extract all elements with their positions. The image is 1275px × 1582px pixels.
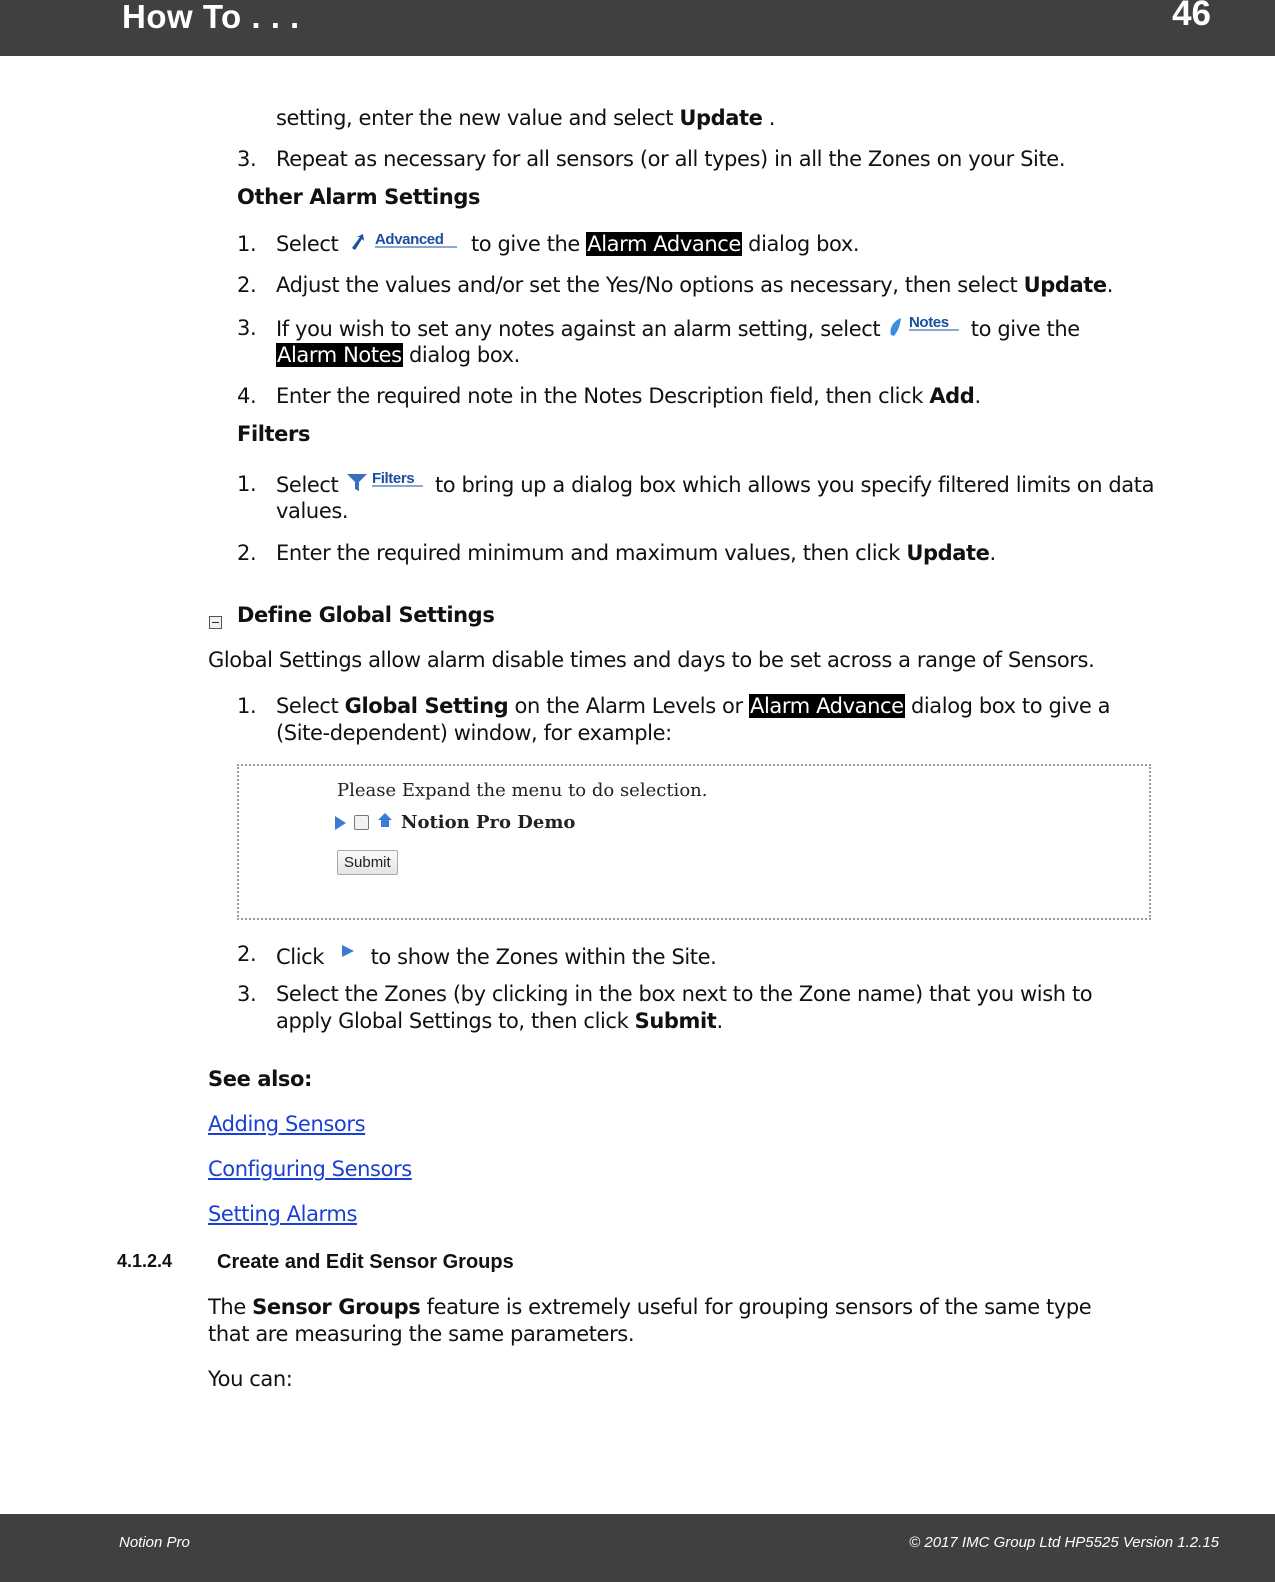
continued-step: setting, enter the new value and select Update . — [276, 106, 776, 130]
site-name: Notion Pro Demo — [401, 812, 576, 833]
other-alarm-step-1: Select Advanced to give the Alarm Advance dialog box. — [276, 231, 859, 259]
page-footer — [0, 1514, 1275, 1582]
global-step-2: Click to show the Zones within the Site. — [276, 941, 716, 975]
svg-text:Filters: Filters — [371, 471, 414, 487]
step-number: 1. — [237, 472, 257, 496]
footer-copyright: © 2017 IMC Group Ltd HP5525 Version 1.2.15 — [909, 1534, 1219, 1551]
step-number: 1. — [237, 232, 257, 256]
highlighted-term: Alarm Notes — [277, 343, 402, 367]
global-step-3: Select the Zones (by clicking in the box next to the Zone name) that you wish to — [276, 982, 1093, 1006]
step-number: 3. — [237, 147, 257, 171]
other-alarm-step-3-cont: Alarm Notes dialog box. — [277, 343, 520, 367]
filters-heading: Filters — [237, 422, 311, 446]
step-number: 2. — [237, 541, 257, 565]
svg-text:Notes: Notes — [908, 315, 949, 331]
you-can-text: You can: — [208, 1367, 293, 1391]
section-paragraph: The Sensor Groups feature is extremely useful for grouping sensors of the same type — [208, 1295, 1092, 1319]
step-number: 2. — [237, 942, 257, 966]
footer-product: Notion Pro — [119, 1534, 190, 1551]
section-paragraph-cont: that are measuring the same parameters. — [208, 1322, 635, 1346]
global-step-1-cont: (Site-dependent) window, for example: — [276, 721, 672, 745]
notes-icon[interactable] — [887, 315, 965, 345]
section-title: Create and Edit Sensor Groups — [217, 1251, 514, 1273]
section-number: 4.1.2.4 — [117, 1251, 173, 1271]
other-alarm-step-4: Enter the required note in the Notes Description field, then click Add. — [276, 384, 981, 408]
collapse-toggle-icon[interactable] — [209, 616, 222, 629]
link-configuring-sensors[interactable]: Configuring Sensors — [208, 1157, 412, 1181]
step-number: 3. — [237, 316, 257, 340]
filters-step-1-cont: values. — [276, 499, 349, 523]
example-window-screenshot — [237, 764, 1151, 920]
highlighted-term: Alarm Advance — [587, 232, 741, 256]
page-number: 46 — [1172, 0, 1211, 33]
other-alarm-heading: Other Alarm Settings — [237, 185, 481, 209]
svg-text:Advanced: Advanced — [374, 231, 444, 248]
step-text: Repeat as necessary for all sensors (or all types) in all the Zones on your Site. — [276, 147, 1066, 171]
link-setting-alarms[interactable]: Setting Alarms — [208, 1202, 357, 1226]
global-intro: Global Settings allow alarm disable times and days to be set across a range of Sensors. — [208, 648, 1095, 672]
expand-arrow-icon[interactable] — [340, 941, 356, 967]
site-tree-row — [335, 812, 575, 833]
step-number: 3. — [237, 982, 257, 1006]
global-step-3-cont: apply Global Settings to, then click Submit. — [276, 1009, 723, 1033]
global-heading: Define Global Settings — [237, 603, 495, 627]
other-alarm-step-3: If you wish to set any notes against an alarm setting, select Notes to give the — [276, 315, 1080, 345]
other-alarm-step-2: Adjust the values and/or set the Yes/No options as necessary, then select Update. — [276, 273, 1114, 297]
filters-step-2: Enter the required minimum and maximum values, then click Update. — [276, 541, 996, 565]
page-header — [0, 0, 1275, 56]
expand-menu-message: Please Expand the menu to do selection. — [337, 780, 708, 801]
step-number: 4. — [237, 384, 257, 408]
filters-icon[interactable] — [345, 471, 429, 501]
highlighted-term: Alarm Advance — [750, 694, 904, 718]
step-number: 1. — [237, 694, 257, 718]
site-checkbox[interactable] — [354, 815, 369, 830]
expand-arrow-icon[interactable] — [335, 816, 346, 830]
step-number: 2. — [237, 273, 257, 297]
filters-step-1: Select Filters to bring up a dialog box which allows you specify filtered limits on data — [276, 471, 1154, 501]
advanced-icon[interactable] — [349, 231, 461, 259]
see-also-heading: See also: — [208, 1067, 313, 1091]
global-step-1: Select Global Setting on the Alarm Levels or Alarm Advance dialog box to give a — [276, 694, 1111, 718]
submit-button[interactable]: Submit — [337, 850, 398, 875]
header-title: How To . . . — [122, 0, 300, 35]
home-icon — [377, 812, 393, 833]
link-adding-sensors[interactable]: Adding Sensors — [208, 1112, 366, 1136]
